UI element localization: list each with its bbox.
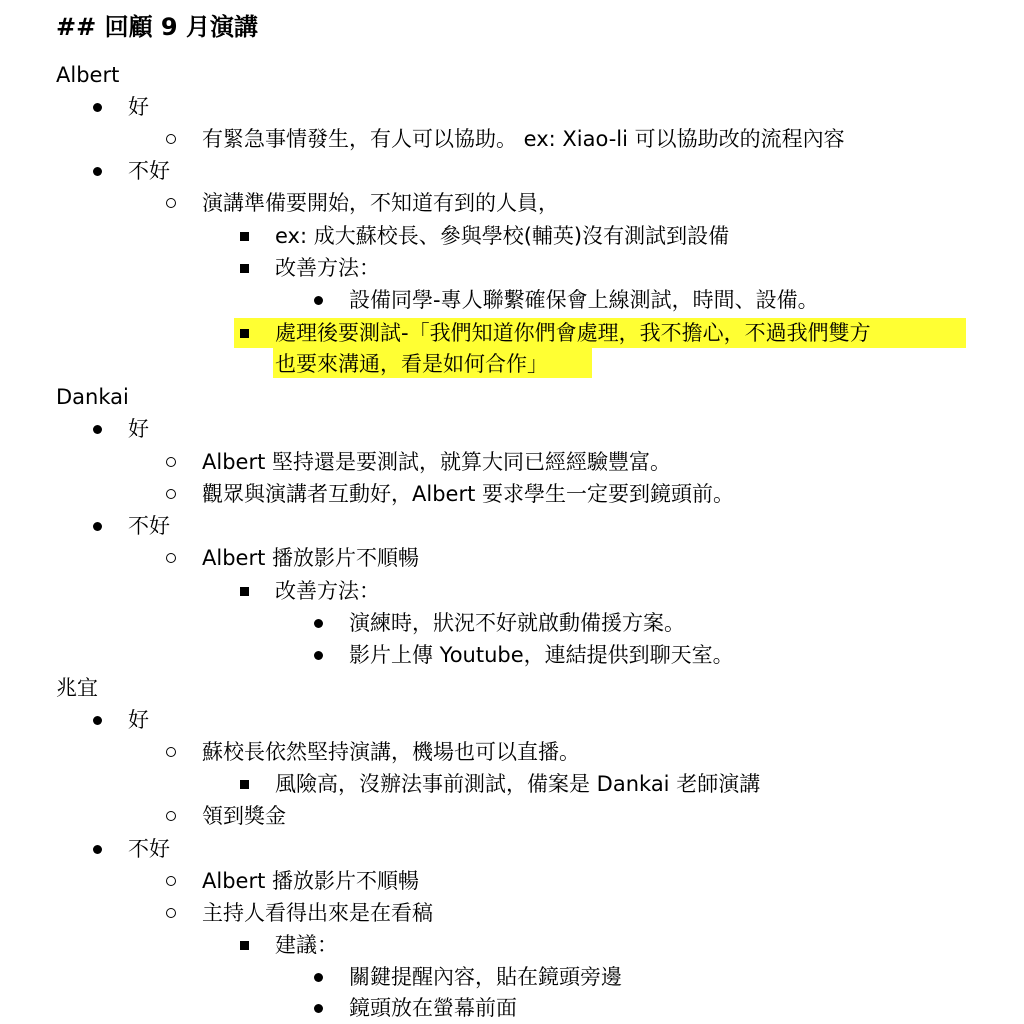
bullet-disc-icon (88, 413, 108, 445)
list-item-highlighted (275, 317, 871, 349)
list-item-text: 設備同學-專人聯繫確保會上線測試，時間、設備。 (349, 288, 819, 312)
list-item-highlighted-continued (275, 348, 548, 380)
bullet-square-icon (235, 220, 255, 252)
bullet-disc-icon (309, 992, 329, 1024)
list-item-text: 鏡頭放在螢幕前面 (349, 996, 517, 1020)
bullet-square-icon (235, 317, 255, 349)
bullet-disc-icon (88, 704, 108, 736)
list-item-text: 領到獎金 (202, 804, 286, 828)
list-item (128, 91, 149, 123)
list-item (128, 155, 170, 187)
list-item (349, 961, 622, 993)
bullet-disc-icon (88, 155, 108, 187)
list-item-text: 關鍵提醒內容，貼在鏡頭旁邊 (349, 965, 622, 989)
list-item-text: 演練時，狀況不好就啟動備援方案。 (349, 611, 685, 635)
list-item (128, 413, 149, 445)
bullet-circle-icon (162, 800, 182, 832)
bullet-circle-icon (162, 736, 182, 768)
section-name-dankai: Dankai (56, 385, 129, 409)
list-item (202, 123, 845, 155)
page-title: ## 回顧 9 月演講 (56, 13, 258, 41)
list-item (202, 542, 419, 574)
bullet-circle-icon (162, 542, 182, 574)
list-item (128, 510, 170, 542)
list-item-text: 建議： (275, 933, 338, 957)
bullet-circle-icon (162, 897, 182, 929)
bad-label: 不好 (128, 514, 170, 538)
list-item (349, 607, 685, 639)
bad-label: 不好 (128, 837, 170, 861)
list-item (202, 800, 286, 832)
list-item (275, 575, 380, 607)
list-item-text: Albert 堅持還是要測試，就算大同已經經驗豐富。 (202, 450, 671, 474)
list-item-text: 蘇校長依然堅持演講，機場也可以直播。 (202, 740, 580, 764)
list-item (275, 929, 338, 961)
bullet-square-icon (235, 575, 255, 607)
list-item (349, 639, 734, 671)
list-item (349, 284, 819, 316)
bullet-disc-icon (309, 284, 329, 316)
list-item (275, 252, 380, 284)
bullet-disc-icon (88, 510, 108, 542)
list-item (202, 865, 419, 897)
list-item-text: 改善方法： (275, 579, 380, 603)
bullet-square-icon (235, 252, 255, 284)
list-item (202, 187, 559, 219)
bullet-disc-icon (88, 833, 108, 865)
section-name-zhaoyi: 兆宜 (56, 676, 98, 700)
bullet-circle-icon (162, 446, 182, 478)
list-item-text: 有緊急事情發生，有人可以協助。 ex: Xiao-li 可以協助改的流程內容 (202, 127, 845, 151)
bullet-disc-icon (309, 639, 329, 671)
bullet-disc-icon (88, 91, 108, 123)
bullet-square-icon (235, 768, 255, 800)
list-item-text: 風險高，沒辦法事前測試，備案是 Dankai 老師演講 (275, 772, 761, 796)
section-name-albert: Albert (56, 63, 120, 87)
list-item (202, 897, 433, 929)
good-label: 好 (128, 95, 149, 119)
list-item-text: 影片上傳 Youtube，連結提供到聊天室。 (349, 643, 734, 667)
highlighted-text-line-1: 處理後要測試-「我們知道你們會處理，我不擔心，不過我們雙方 (275, 321, 871, 345)
list-item (202, 446, 671, 478)
list-item (202, 478, 734, 510)
list-item-text: ex: 成大蘇校長、參與學校(輔英)沒有測試到設備 (275, 224, 730, 248)
bullet-disc-icon (309, 961, 329, 993)
bullet-square-icon (235, 929, 255, 961)
list-item-text: 觀眾與演講者互動好，Albert 要求學生一定要到鏡頭前。 (202, 482, 734, 506)
list-item-text: 演講準備要開始，不知道有到的人員， (202, 191, 559, 215)
bullet-disc-icon (309, 607, 329, 639)
bad-label: 不好 (128, 159, 170, 183)
list-item (202, 736, 580, 768)
list-item (349, 992, 517, 1024)
highlighted-text-line-2: 也要來溝通，看是如何合作」 (275, 352, 548, 376)
good-label: 好 (128, 417, 149, 441)
list-item (275, 768, 760, 800)
list-item-text: 改善方法： (275, 256, 380, 280)
list-item-text: Albert 播放影片不順暢 (202, 546, 419, 570)
list-item (128, 833, 170, 865)
list-item-text: Albert 播放影片不順暢 (202, 869, 419, 893)
bullet-circle-icon (162, 187, 182, 219)
bullet-circle-icon (162, 865, 182, 897)
good-label: 好 (128, 708, 149, 732)
list-item (275, 220, 729, 252)
bullet-circle-icon (162, 123, 182, 155)
list-item (128, 704, 149, 736)
list-item-text: 主持人看得出來是在看稿 (202, 901, 433, 925)
bullet-circle-icon (162, 478, 182, 510)
